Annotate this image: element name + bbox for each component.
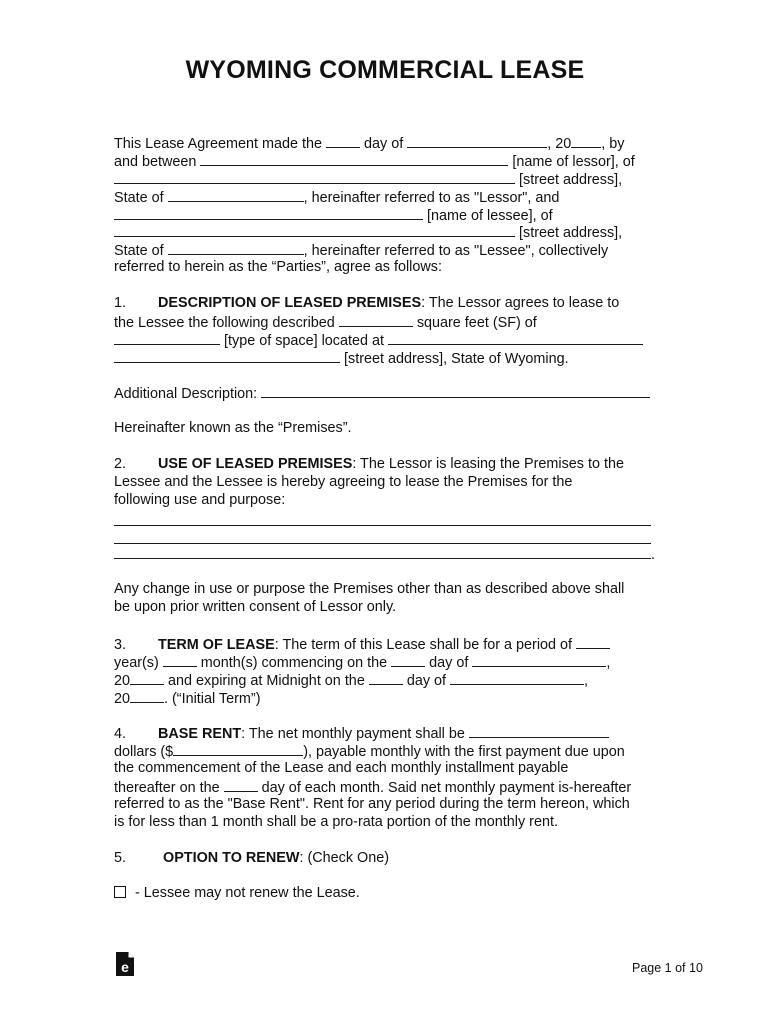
- section-text: year(s): [114, 654, 159, 671]
- section-4-line-4: [114, 778, 659, 796]
- section-text: [type of space] located at: [224, 332, 384, 349]
- intro-text: State of: [114, 189, 164, 206]
- blank-field-rent-amount[interactable]: [173, 742, 303, 756]
- section-text: referred to as the "Base Rent". Rent for any period during the term hereon, which: [114, 795, 630, 812]
- section-2-change-line-2: [114, 599, 659, 617]
- section-text: month(s) commencing on the: [200, 654, 388, 671]
- section-text: following use and purpose:: [114, 491, 286, 508]
- blank-field-additional-description[interactable]: [261, 384, 650, 398]
- intro-text: [street address],: [519, 171, 623, 188]
- intro-line-1: [114, 134, 659, 152]
- blank-field-rent-words[interactable]: [469, 724, 609, 738]
- section-text: : The Lessor agrees to lease to: [421, 295, 620, 312]
- section-text: Additional Description:: [114, 386, 258, 403]
- section-text: ), payable monthly with the first payment due upon: [303, 744, 625, 761]
- section-text: the commencement of the Lease and each monthly installment payable: [114, 760, 569, 777]
- blank-field-day[interactable]: [326, 134, 360, 148]
- use-purpose-line-1: [114, 510, 659, 528]
- blank-field-lessee-address[interactable]: [114, 223, 515, 237]
- section-heading: BASE RENT: [158, 726, 242, 743]
- option-label: - Lessee may not renew the Lease.: [131, 885, 360, 902]
- intro-text: day of: [364, 136, 404, 152]
- section-text: be upon prior written consent of Lessor only.: [114, 599, 397, 616]
- blank-field-term-years[interactable]: [576, 635, 610, 649]
- use-purpose-line-3: [114, 545, 659, 563]
- section-1-line-3: [114, 331, 659, 349]
- section-5-line-1: [114, 850, 659, 868]
- blank-field-square-feet[interactable]: [339, 313, 413, 327]
- section-text: the Lessee the following described: [114, 314, 335, 331]
- section-text: and expiring at Midnight on the: [168, 672, 365, 689]
- section-text: : (Check One): [299, 849, 390, 866]
- intro-text: and between: [114, 153, 197, 170]
- section-4-line-6: [114, 814, 659, 832]
- section-number: 2.: [114, 456, 127, 473]
- section-text: : The net monthly payment shall be: [241, 726, 465, 743]
- section-number: 5.: [114, 849, 127, 866]
- additional-description-line: [114, 384, 659, 402]
- section-3-line-2: [114, 653, 659, 671]
- intro-line-4: [114, 188, 659, 206]
- blank-field-end-day[interactable]: [369, 671, 403, 685]
- blank-field-month[interactable]: [407, 134, 547, 148]
- section-number: 1.: [114, 295, 127, 312]
- blank-field-premises-location[interactable]: [388, 331, 643, 345]
- section-heading: OPTION TO RENEW: [163, 849, 300, 866]
- eforms-logo-icon: [114, 951, 136, 977]
- intro-line-8: [114, 259, 659, 277]
- blank-field-type-of-space[interactable]: [114, 331, 220, 345]
- intro-line-2: [114, 152, 659, 170]
- section-2-line-3: [114, 492, 659, 510]
- section-heading: USE OF LEASED PREMISES: [158, 456, 353, 473]
- section-1-line-4: [114, 349, 659, 367]
- svg-text:e: e: [121, 959, 129, 975]
- section-text: day of: [406, 672, 447, 689]
- intro-text: , by: [601, 136, 625, 152]
- intro-text: [street address],: [519, 225, 623, 242]
- section-text: Lessee and the Lessee is hereby agreeing to lease the Premises for the: [114, 473, 573, 490]
- checkbox-no-renew[interactable]: [114, 886, 126, 898]
- section-4-line-2: [114, 742, 659, 760]
- section-text: : The Lessor is leasing the Premises to the: [352, 456, 625, 473]
- intro-line-5: [114, 206, 659, 224]
- page-number: Page 1 of 10: [632, 961, 703, 975]
- section-text: day of: [429, 654, 469, 671]
- section-text: .: [651, 547, 655, 564]
- blank-field-lessor-state[interactable]: [168, 188, 304, 202]
- section-text: : The term of this Lease shall be for a period of: [274, 636, 573, 653]
- section-1-line-2: [114, 313, 659, 331]
- blank-field-lessee-name[interactable]: [114, 206, 423, 220]
- section-3-line-3: [114, 671, 659, 689]
- section-number: 3.: [114, 636, 127, 653]
- document-body: [114, 134, 659, 903]
- blank-field-year[interactable]: [571, 134, 601, 148]
- blank-field-lessor-address[interactable]: [114, 170, 515, 184]
- section-text: is for less than 1 month shall be a pro-rata portion of the monthly rent.: [114, 813, 558, 830]
- renew-option-1: [114, 885, 659, 903]
- blank-field-premises-address[interactable]: [114, 349, 340, 363]
- blank-field-term-months[interactable]: [163, 653, 197, 667]
- intro-text: [name of lessee], of: [427, 207, 553, 224]
- intro-text: State of: [114, 243, 164, 260]
- blank-field-use-purpose-2[interactable]: [114, 528, 651, 544]
- section-3-line-1: [114, 635, 659, 653]
- section-2-change-line-1: [114, 581, 659, 599]
- section-1-line-1: [114, 295, 659, 313]
- intro-text: , 20: [547, 136, 572, 152]
- intro-text: , hereinafter referred to as "Lessor", and: [303, 189, 560, 206]
- intro-text: This Lease Agreement made the: [114, 136, 322, 152]
- section-heading: TERM OF LEASE: [158, 636, 275, 653]
- blank-field-start-year[interactable]: [130, 671, 164, 685]
- intro-line-7: [114, 241, 659, 259]
- section-text: dollars ($: [114, 744, 174, 761]
- section-text: day of each month. Said net monthly payment is-hereafter: [261, 780, 632, 797]
- section-text: thereafter on the: [114, 780, 220, 797]
- section-4-line-3: [114, 760, 659, 778]
- blank-field-end-year[interactable]: [130, 689, 164, 703]
- section-text: square feet (SF) of: [416, 314, 537, 331]
- blank-field-lessee-state[interactable]: [168, 241, 304, 255]
- section-number: 4.: [114, 726, 127, 743]
- section-text: ,: [584, 672, 589, 689]
- section-4-line-1: [114, 724, 659, 742]
- blank-field-start-day[interactable]: [391, 653, 425, 667]
- document-title: WYOMING COMMERCIAL LEASE: [185, 56, 585, 84]
- intro-line-3: [114, 170, 659, 188]
- use-purpose-line-2: [114, 528, 659, 546]
- blank-field-use-purpose-3[interactable]: [114, 545, 651, 559]
- intro-text: , hereinafter referred to as "Lessee", collectively: [303, 243, 609, 260]
- section-text: Hereinafter known as the “Premises”.: [114, 420, 352, 437]
- section-3-line-4: [114, 689, 659, 707]
- intro-line-6: [114, 223, 659, 241]
- section-text: Any change in use or purpose the Premises other than as described above shall: [114, 581, 625, 598]
- premises-definition-line: [114, 420, 659, 438]
- intro-text: [name of lessor], of: [512, 153, 635, 170]
- blank-field-use-purpose-1[interactable]: [114, 510, 651, 526]
- section-text: 20: [114, 672, 131, 689]
- blank-field-lessor-name[interactable]: [200, 152, 508, 166]
- intro-text: referred to herein as the “Parties”, agree as follows:: [114, 259, 442, 276]
- section-2-line-1: [114, 456, 659, 474]
- blank-field-start-month[interactable]: [472, 653, 606, 667]
- section-heading: DESCRIPTION OF LEASED PREMISES: [158, 295, 422, 312]
- section-4-line-5: [114, 796, 659, 814]
- section-text: ,: [606, 654, 611, 671]
- blank-field-end-month[interactable]: [450, 671, 584, 685]
- section-text: [street address], State of Wyoming.: [344, 350, 569, 367]
- section-2-line-2: [114, 474, 659, 492]
- section-text: . (“Initial Term”): [164, 690, 261, 707]
- section-text: 20: [114, 690, 131, 707]
- blank-field-payment-day[interactable]: [224, 778, 258, 792]
